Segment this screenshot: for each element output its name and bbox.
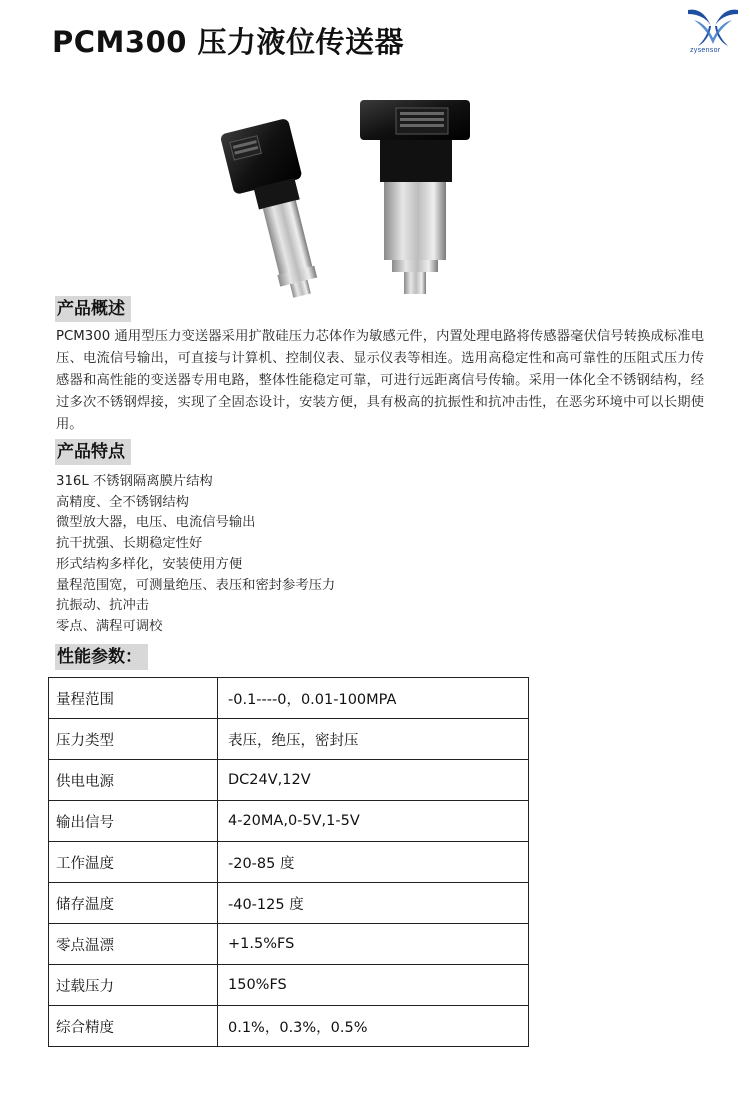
table-row	[49, 801, 529, 842]
company-logo	[684, 4, 742, 60]
spec-value: 150%FS	[218, 965, 529, 1006]
spec-label: 零点温漂	[49, 924, 218, 965]
spec-value: -40-125 度	[218, 883, 529, 924]
logo-text: zysensor	[690, 47, 721, 54]
page-title: PCM300 压力液位传送器	[52, 25, 405, 59]
feature-item: 高精度、全不锈钢结构	[56, 494, 189, 510]
product-photo	[200, 80, 470, 300]
spec-value: 0.1%，0.3%，0.5%	[218, 1006, 529, 1047]
spec-label: 供电电源	[49, 760, 218, 801]
table-row	[49, 883, 529, 924]
spec-value: -20-85 度	[218, 842, 529, 883]
table-row	[49, 924, 529, 965]
spec-value: DC24V,12V	[218, 760, 529, 801]
specs-heading: 性能参数：	[55, 644, 148, 670]
spec-label: 压力类型	[49, 719, 218, 760]
table-row	[49, 965, 529, 1006]
feature-item: 量程范围宽，可测量绝压、表压和密封参考压力	[56, 577, 336, 593]
overview-heading: 产品概述	[55, 296, 131, 322]
spec-label: 量程范围	[49, 678, 218, 719]
spec-value: 4-20MA,0-5V,1-5V	[218, 801, 529, 842]
spec-value: -0.1----0，0.01-100MPA	[218, 678, 529, 719]
spec-label: 过载压力	[49, 965, 218, 1006]
features-heading: 产品特点	[55, 439, 131, 465]
table-row	[49, 842, 529, 883]
spec-table	[48, 677, 529, 1047]
spec-label: 综合精度	[49, 1006, 218, 1047]
feature-item: 抗干扰强、长期稳定性好	[56, 536, 203, 552]
spec-label: 工作温度	[49, 842, 218, 883]
logo-mark-icon	[684, 4, 742, 50]
features-list	[56, 472, 335, 638]
feature-item: 微型放大器，电压、电流信号输出	[56, 515, 256, 531]
table-row	[49, 719, 529, 760]
feature-item: 形式结构多样化，安装使用方便	[56, 556, 243, 572]
table-row	[49, 1006, 529, 1047]
feature-item: 零点、满程可调校	[56, 618, 163, 634]
table-row	[49, 760, 529, 801]
table-row	[49, 678, 529, 719]
spec-label: 储存温度	[49, 883, 218, 924]
spec-value: +1.5%FS	[218, 924, 529, 965]
spec-value: 表压，绝压，密封压	[218, 719, 529, 760]
overview-text: PCM300 通用型压力变送器采用扩散硅压力芯体作为敏感元件，内置处理电路将传感器毫伏信号转换成标准电压、电流信号输出，可直接与计算机、控制仪表、显示仪表等相连。选用高稳定性和高可靠性的压阻式压力传感器和高性能的变送器专用电路，整体性能稳定可靠，可进行远距离信号传输。采用一体化全不锈钢结构，经过多次不锈钢焊接，实现了全固态设计，安装方便，具有极高的抗振性和抗冲击性，在恶劣环境中可以长期使用。	[56, 329, 704, 432]
feature-item: 316L 不锈钢隔离膜片结构	[56, 474, 213, 489]
spec-label: 输出信号	[49, 801, 218, 842]
feature-item: 抗振动、抗冲击	[56, 598, 150, 614]
